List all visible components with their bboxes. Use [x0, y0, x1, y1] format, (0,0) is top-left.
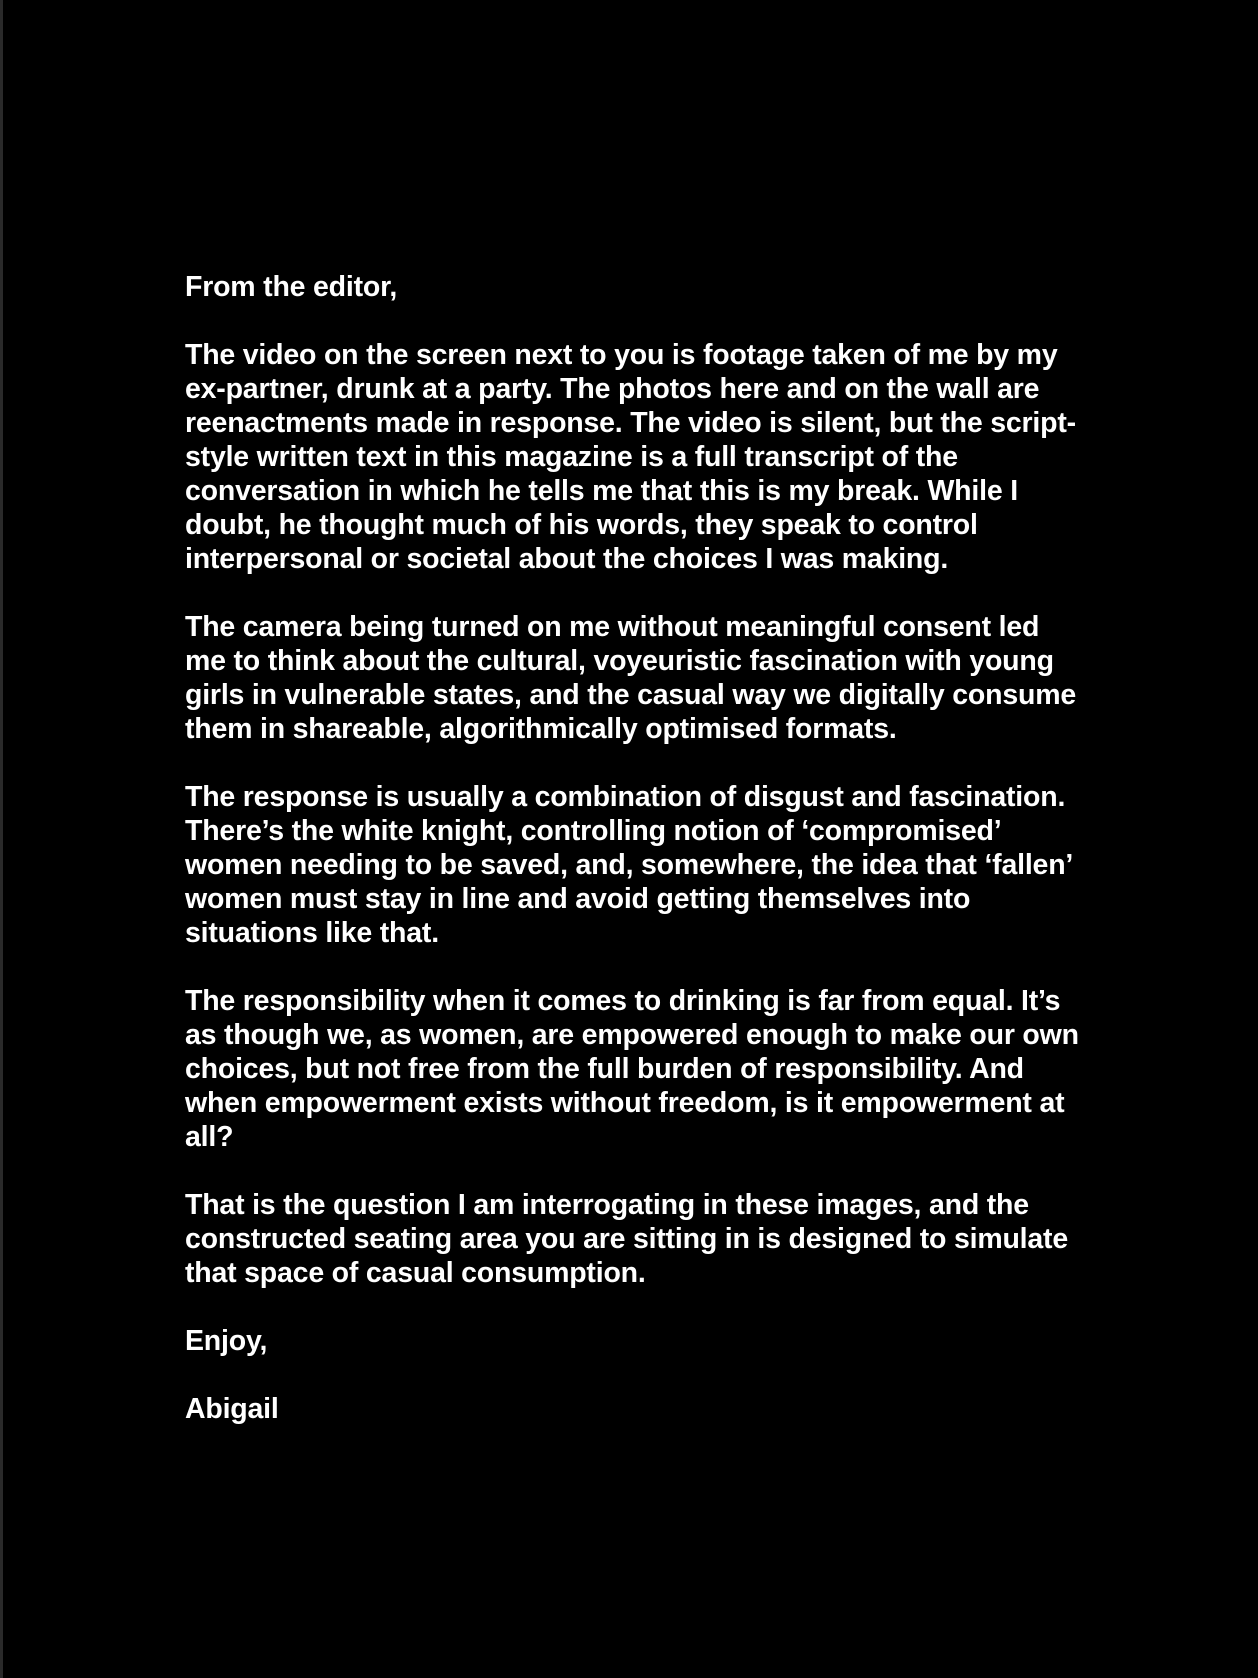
letter-paragraph-5: That is the question I am interrogating in these images, and the constructed seating area you are sitting in is designed to simulate that space of casual consumption. [185, 1189, 1068, 1289]
letter-paragraph-1: The video on the screen next to you is footage taken of me by my ex-partner, drunk at a party. The photos here and on the wall are reenactments made in response. The video is silent, but the script-style written text in this magazine is a full transcript of the conversation in which he tells me that this is my break. While I doubt, he thought much of his words, they speak to control interpersonal or societal about the choices I was making. [185, 339, 1076, 575]
letter-paragraph-2: The camera being turned on me without meaningful consent led me to think about the cultural, voyeuristic fascination with young girls in vulnerable states, and the casual way we digitally consume them in shareable, algorithmically optimised formats. [185, 611, 1076, 745]
letter-closing: Enjoy, [185, 1325, 268, 1357]
letter-salutation: From the editor, [185, 271, 398, 303]
letter-signature: Abigail [185, 1393, 279, 1425]
letter-paragraph-4: The responsibility when it comes to drinking is far from equal. It’s as though we, as women, are empowered enough to make our own choices, but not free from the full burden of responsibility. And when empowerment exists without freedom, is it empowerment at all? [185, 985, 1079, 1153]
editor-letter [185, 270, 1085, 1426]
letter-paragraph-3: The response is usually a combination of disgust and fascination. There’s the white knight, controlling notion of ‘compromised’ women needing to be saved, and, somewhere, the idea that ‘fallen’ women must stay in line and avoid getting themselves into situations like that. [185, 781, 1072, 949]
